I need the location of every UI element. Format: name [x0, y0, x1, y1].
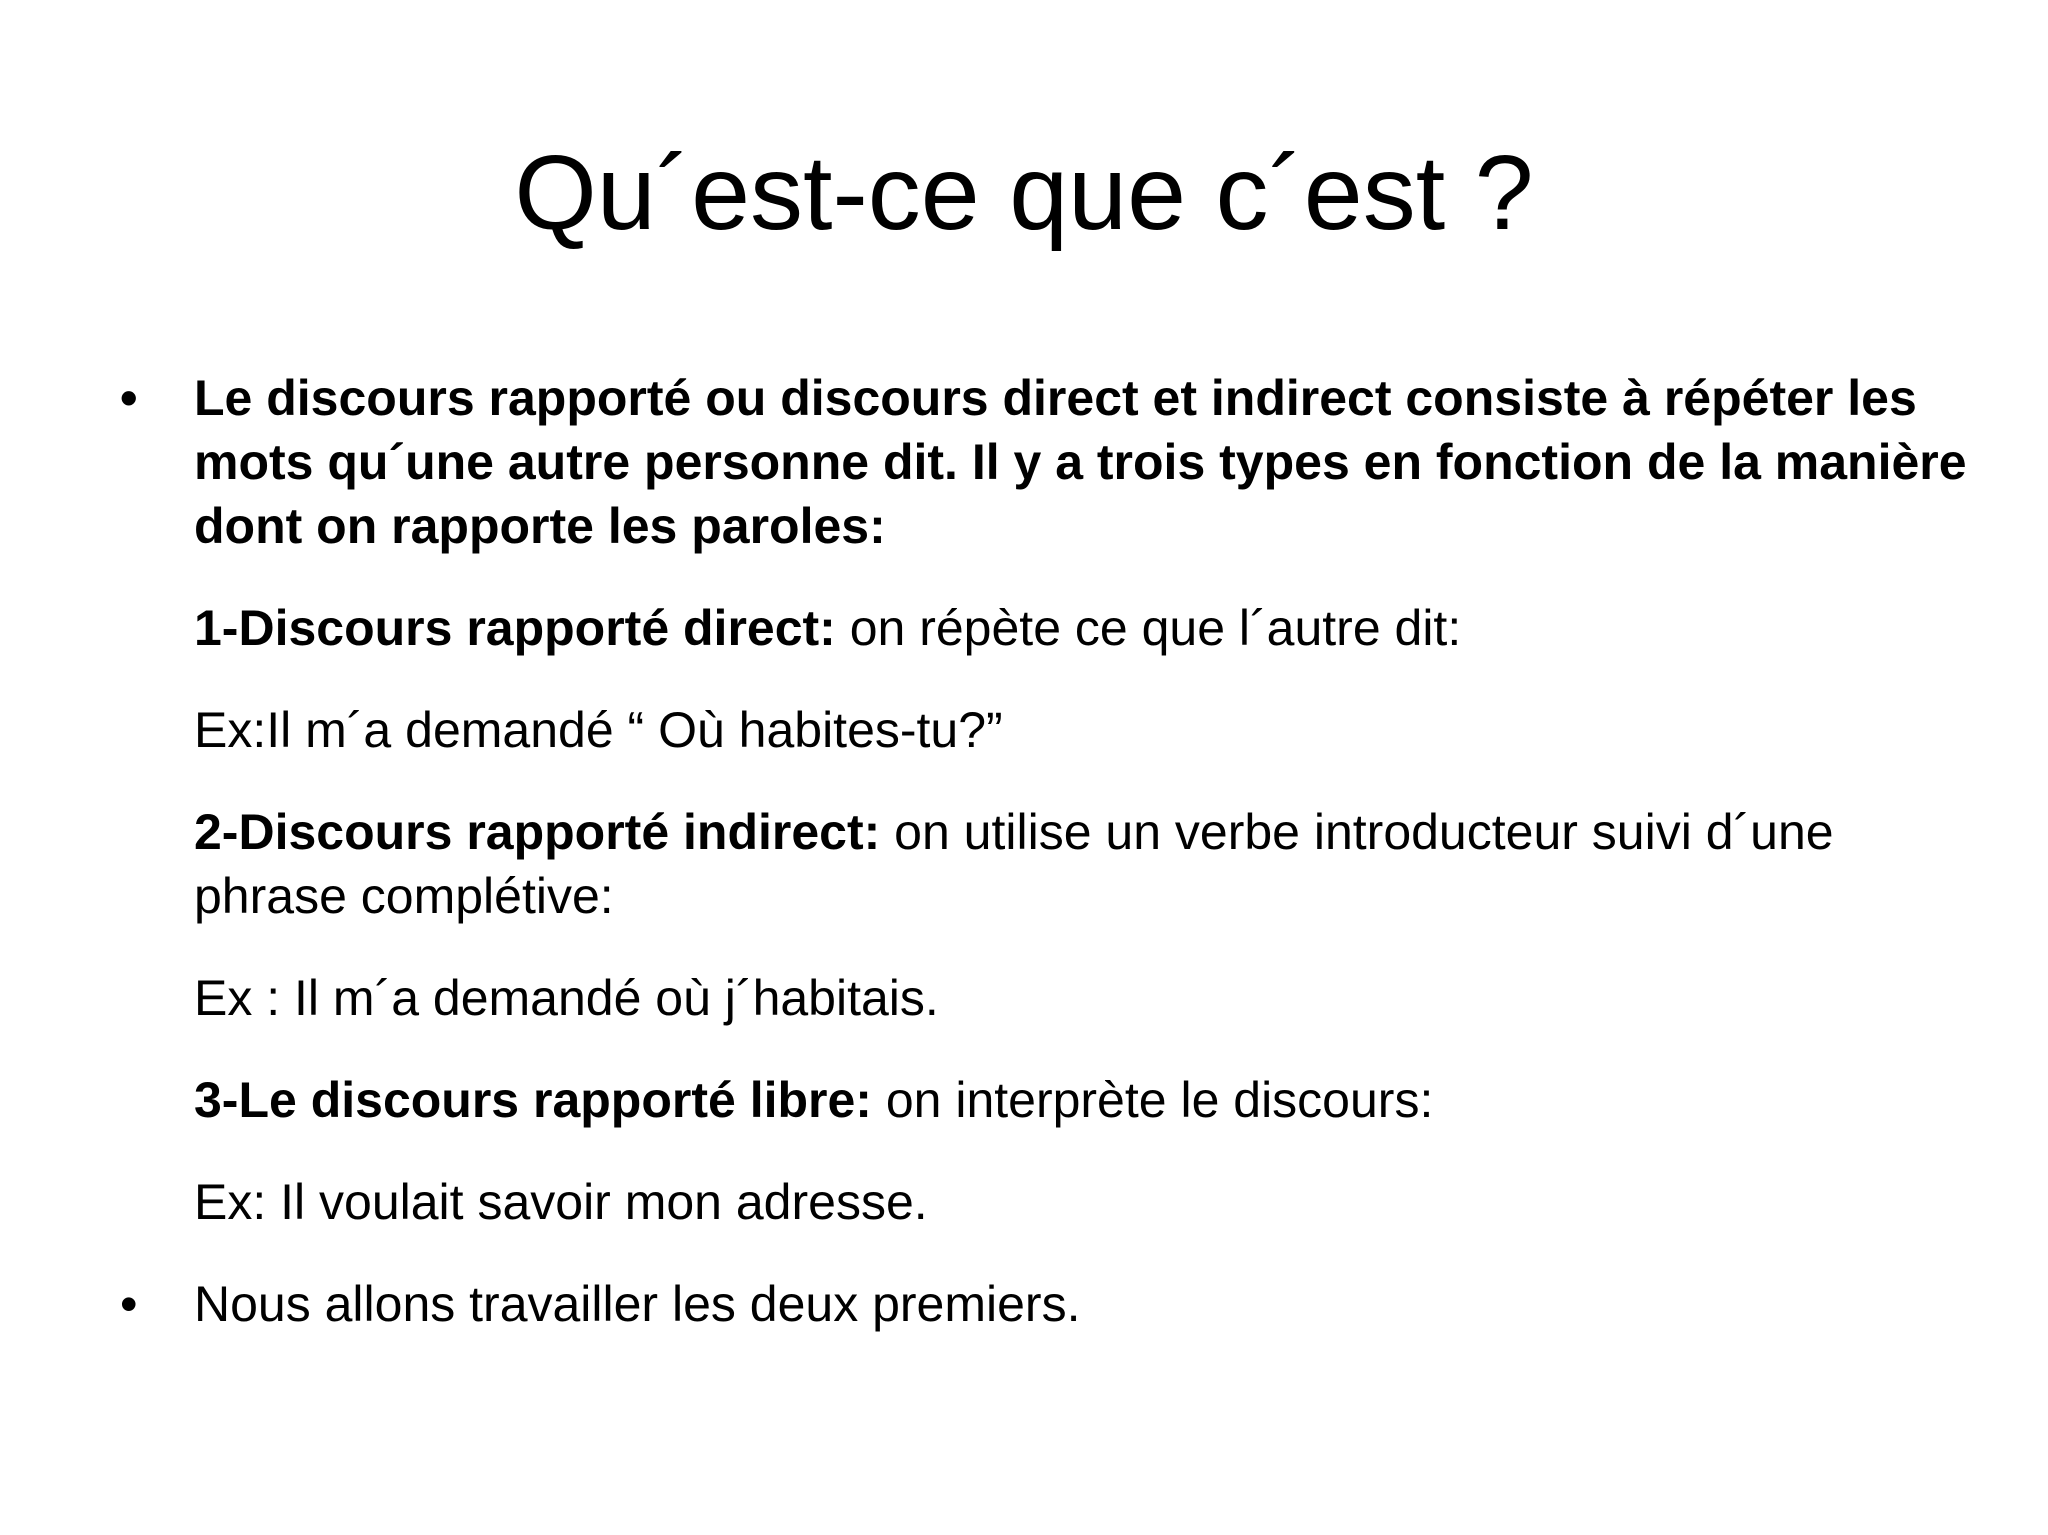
type-1-label: 1-Discours rapporté direct: [194, 600, 836, 656]
type-3-definition [120, 1068, 1980, 1132]
type-1-definition [120, 596, 1980, 660]
bullet-icon: • [120, 370, 138, 426]
type-3-label: 3-Le discours rapporté libre: [194, 1072, 872, 1128]
type-2-definition [120, 800, 1980, 928]
type-3-example: Ex: Il voulait savoir mon adresse. [194, 1174, 928, 1230]
type-1-desc: on répète ce que l´autre dit: [835, 600, 1462, 656]
type-2-label: 2-Discours rapporté indirect: [194, 804, 881, 860]
slide-content [120, 366, 1980, 1336]
bullet-intro [120, 366, 1980, 558]
conclusion-text: Nous allons travailler les deux premiers. [194, 1276, 1081, 1332]
intro-text: Le discours rapporté ou discours direct et indirect consiste à répéter les mots qu´une autre personne dit. Il y a trois types en fonction de la manière dont on rapporte les paroles: [194, 370, 1967, 554]
bullet-conclusion [120, 1272, 1980, 1336]
type-3-desc: on interprète le discours: [871, 1072, 1434, 1128]
type-2-example: Ex : Il m´a demandé où j´habitais. [194, 970, 939, 1026]
type-2-desc: on utilise un verbe introducteur suivi d´une phrase complétive: [194, 804, 1834, 924]
bullet-icon: • [120, 1276, 138, 1332]
slide-title: Qu´est-ce que c´est ? [514, 134, 1534, 252]
type-1-example: Ex:Il m´a demandé “ Où habites-tu?” [194, 702, 1003, 758]
